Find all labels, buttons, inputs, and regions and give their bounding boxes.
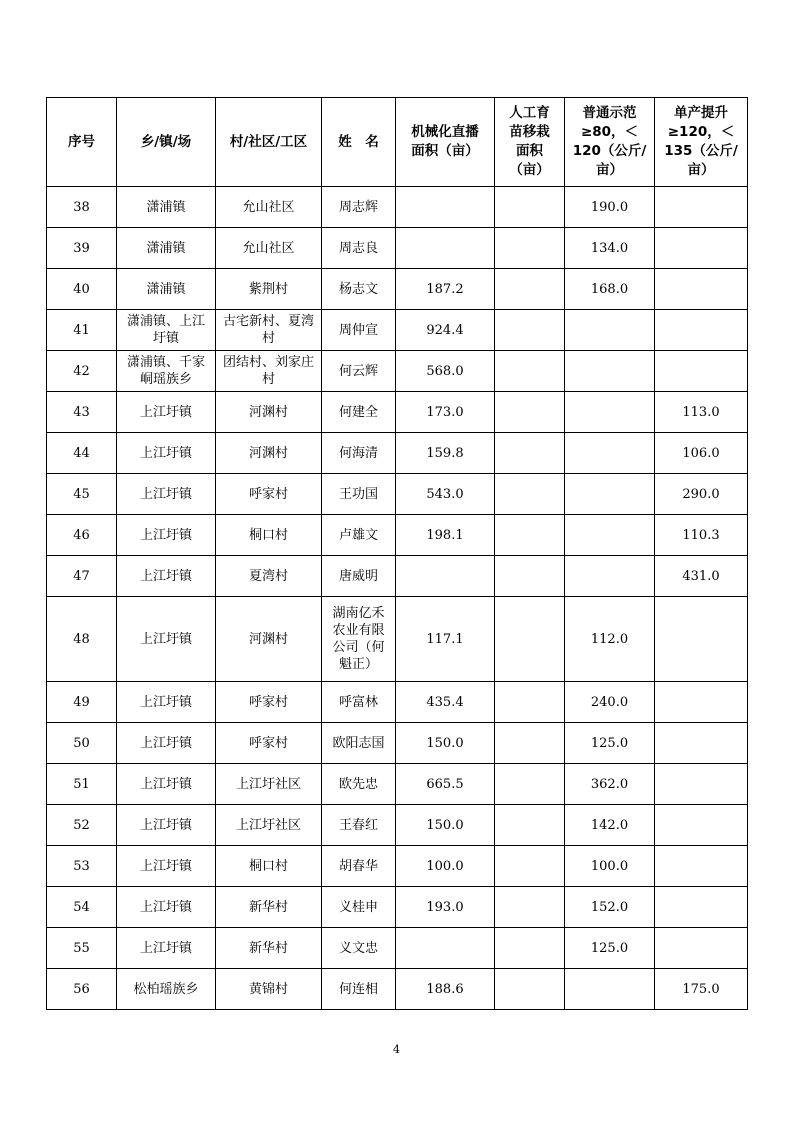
row-yield-boost — [655, 928, 748, 969]
row-township: 上江圩镇 — [117, 515, 216, 556]
row-township: 上江圩镇 — [117, 556, 216, 597]
row-name: 周仲宣 — [322, 310, 396, 351]
row-village: 新华村 — [216, 887, 322, 928]
table-row — [47, 556, 748, 597]
row-township: 潇浦镇 — [117, 187, 216, 228]
row-mechanized-area — [396, 187, 495, 228]
row-mechanized-area — [396, 228, 495, 269]
row-demo-yield: 190.0 — [565, 187, 655, 228]
row-demo-yield: 125.0 — [565, 928, 655, 969]
row-name: 周志良 — [322, 228, 396, 269]
table-row — [47, 351, 748, 392]
table-row — [47, 805, 748, 846]
header-transplant-area: 人工育苗移栽面积（亩） — [495, 98, 565, 187]
row-demo-yield — [565, 474, 655, 515]
row-yield-boost — [655, 597, 748, 682]
row-demo-yield: 362.0 — [565, 764, 655, 805]
row-transplant-area — [495, 433, 565, 474]
row-index: 52 — [47, 805, 117, 846]
row-township: 上江圩镇 — [117, 433, 216, 474]
table-row — [47, 764, 748, 805]
row-village: 新华村 — [216, 928, 322, 969]
row-transplant-area — [495, 969, 565, 1010]
row-demo-yield: 112.0 — [565, 597, 655, 682]
row-transplant-area — [495, 269, 565, 310]
row-mechanized-area — [396, 928, 495, 969]
row-demo-yield: 100.0 — [565, 846, 655, 887]
row-village: 河渊村 — [216, 392, 322, 433]
row-index: 47 — [47, 556, 117, 597]
table-row — [47, 269, 748, 310]
table-row — [47, 187, 748, 228]
header-name: 姓 名 — [322, 98, 396, 187]
row-mechanized-area: 198.1 — [396, 515, 495, 556]
table-row — [47, 887, 748, 928]
row-yield-boost: 431.0 — [655, 556, 748, 597]
row-name: 湖南亿禾农业有限公司（何魁正） — [322, 597, 396, 682]
row-township: 上江圩镇 — [117, 805, 216, 846]
row-village: 河渊村 — [216, 433, 322, 474]
row-yield-boost — [655, 310, 748, 351]
row-village: 团结村、刘家庄村 — [216, 351, 322, 392]
page-number: 4 — [393, 1043, 400, 1056]
row-name: 胡春华 — [322, 846, 396, 887]
row-transplant-area — [495, 515, 565, 556]
row-yield-boost — [655, 187, 748, 228]
row-demo-yield — [565, 556, 655, 597]
row-index: 55 — [47, 928, 117, 969]
row-transplant-area — [495, 351, 565, 392]
header-index: 序号 — [47, 98, 117, 187]
row-yield-boost — [655, 846, 748, 887]
row-index: 46 — [47, 515, 117, 556]
row-demo-yield: 125.0 — [565, 723, 655, 764]
row-yield-boost — [655, 805, 748, 846]
row-village: 紫荆村 — [216, 269, 322, 310]
row-mechanized-area: 543.0 — [396, 474, 495, 515]
row-index: 56 — [47, 969, 117, 1010]
row-index: 43 — [47, 392, 117, 433]
table-row — [47, 969, 748, 1010]
row-demo-yield: 152.0 — [565, 887, 655, 928]
row-mechanized-area: 100.0 — [396, 846, 495, 887]
row-index: 50 — [47, 723, 117, 764]
row-mechanized-area: 159.8 — [396, 433, 495, 474]
row-township: 潇浦镇 — [117, 269, 216, 310]
row-township: 上江圩镇 — [117, 597, 216, 682]
row-village: 桐口村 — [216, 515, 322, 556]
row-transplant-area — [495, 928, 565, 969]
row-village: 呼家村 — [216, 474, 322, 515]
row-village: 呼家村 — [216, 723, 322, 764]
row-township: 松柏瑶族乡 — [117, 969, 216, 1010]
row-transplant-area — [495, 597, 565, 682]
row-township: 潇浦镇 — [117, 228, 216, 269]
row-demo-yield — [565, 433, 655, 474]
row-mechanized-area: 187.2 — [396, 269, 495, 310]
row-mechanized-area: 173.0 — [396, 392, 495, 433]
row-mechanized-area: 665.5 — [396, 764, 495, 805]
header-yield-boost: 单产提升≥120，＜135（公斤/亩） — [655, 98, 748, 187]
row-name: 欧先忠 — [322, 764, 396, 805]
row-name: 杨志文 — [322, 269, 396, 310]
row-village: 上江圩社区 — [216, 805, 322, 846]
row-mechanized-area: 568.0 — [396, 351, 495, 392]
row-index: 54 — [47, 887, 117, 928]
row-transplant-area — [495, 310, 565, 351]
row-demo-yield — [565, 392, 655, 433]
row-index: 41 — [47, 310, 117, 351]
row-name: 何连相 — [322, 969, 396, 1010]
row-village: 允山社区 — [216, 187, 322, 228]
row-village: 桐口村 — [216, 846, 322, 887]
row-demo-yield: 134.0 — [565, 228, 655, 269]
row-village: 夏湾村 — [216, 556, 322, 597]
table-row — [47, 228, 748, 269]
row-demo-yield — [565, 515, 655, 556]
row-mechanized-area: 188.6 — [396, 969, 495, 1010]
row-index: 49 — [47, 682, 117, 723]
row-demo-yield — [565, 310, 655, 351]
header-township: 乡/镇/场 — [117, 98, 216, 187]
row-yield-boost — [655, 228, 748, 269]
row-township: 潇浦镇、千家峒瑶族乡 — [117, 351, 216, 392]
row-transplant-area — [495, 556, 565, 597]
row-village: 古宅新村、夏湾村 — [216, 310, 322, 351]
header-village: 村/社区/工区 — [216, 98, 322, 187]
table-row — [47, 846, 748, 887]
row-name: 何海清 — [322, 433, 396, 474]
row-name: 王功国 — [322, 474, 396, 515]
row-township: 上江圩镇 — [117, 474, 216, 515]
row-name: 王春红 — [322, 805, 396, 846]
row-transplant-area — [495, 723, 565, 764]
row-township: 上江圩镇 — [117, 682, 216, 723]
row-mechanized-area: 117.1 — [396, 597, 495, 682]
row-name: 欧阳志国 — [322, 723, 396, 764]
row-yield-boost: 113.0 — [655, 392, 748, 433]
table-row — [47, 310, 748, 351]
row-yield-boost: 175.0 — [655, 969, 748, 1010]
row-transplant-area — [495, 474, 565, 515]
row-transplant-area — [495, 805, 565, 846]
table-row — [47, 433, 748, 474]
row-village: 黄锦村 — [216, 969, 322, 1010]
row-township: 上江圩镇 — [117, 846, 216, 887]
row-transplant-area — [495, 392, 565, 433]
table-body — [47, 187, 748, 1010]
row-name: 呼富林 — [322, 682, 396, 723]
row-demo-yield: 240.0 — [565, 682, 655, 723]
header-row — [47, 98, 748, 187]
table-row — [47, 474, 748, 515]
header-demo-yield: 普通示范≥80，＜120（公斤/亩） — [565, 98, 655, 187]
row-village: 河渊村 — [216, 597, 322, 682]
row-yield-boost — [655, 764, 748, 805]
table-row — [47, 597, 748, 682]
row-yield-boost: 290.0 — [655, 474, 748, 515]
data-table — [46, 97, 748, 1010]
row-yield-boost: 106.0 — [655, 433, 748, 474]
row-township: 上江圩镇 — [117, 764, 216, 805]
row-mechanized-area: 193.0 — [396, 887, 495, 928]
table-row — [47, 928, 748, 969]
row-township: 上江圩镇 — [117, 723, 216, 764]
row-yield-boost — [655, 887, 748, 928]
row-mechanized-area: 435.4 — [396, 682, 495, 723]
row-demo-yield: 142.0 — [565, 805, 655, 846]
row-index: 48 — [47, 597, 117, 682]
row-name: 卢雄文 — [322, 515, 396, 556]
row-name: 周志辉 — [322, 187, 396, 228]
row-mechanized-area: 924.4 — [396, 310, 495, 351]
row-index: 42 — [47, 351, 117, 392]
row-index: 51 — [47, 764, 117, 805]
row-transplant-area — [495, 228, 565, 269]
header-mechanized-area: 机械化直播面积（亩） — [396, 98, 495, 187]
row-name: 何云辉 — [322, 351, 396, 392]
row-yield-boost — [655, 351, 748, 392]
row-name: 何建全 — [322, 392, 396, 433]
row-transplant-area — [495, 764, 565, 805]
row-township: 上江圩镇 — [117, 928, 216, 969]
row-demo-yield — [565, 351, 655, 392]
table-row — [47, 723, 748, 764]
row-yield-boost — [655, 682, 748, 723]
row-name: 唐威明 — [322, 556, 396, 597]
row-village: 呼家村 — [216, 682, 322, 723]
row-yield-boost — [655, 269, 748, 310]
row-index: 53 — [47, 846, 117, 887]
row-village: 上江圩社区 — [216, 764, 322, 805]
row-mechanized-area — [396, 556, 495, 597]
row-transplant-area — [495, 682, 565, 723]
row-transplant-area — [495, 887, 565, 928]
row-mechanized-area: 150.0 — [396, 723, 495, 764]
row-index: 40 — [47, 269, 117, 310]
row-index: 38 — [47, 187, 117, 228]
row-yield-boost — [655, 723, 748, 764]
row-name: 义文忠 — [322, 928, 396, 969]
row-transplant-area — [495, 846, 565, 887]
row-index: 45 — [47, 474, 117, 515]
row-yield-boost: 110.3 — [655, 515, 748, 556]
row-index: 44 — [47, 433, 117, 474]
row-township: 潇浦镇、上江圩镇 — [117, 310, 216, 351]
table-row — [47, 392, 748, 433]
table-row — [47, 682, 748, 723]
row-demo-yield — [565, 969, 655, 1010]
row-township: 上江圩镇 — [117, 887, 216, 928]
row-township: 上江圩镇 — [117, 392, 216, 433]
row-transplant-area — [495, 187, 565, 228]
table-row — [47, 515, 748, 556]
row-index: 39 — [47, 228, 117, 269]
row-mechanized-area: 150.0 — [396, 805, 495, 846]
row-village: 允山社区 — [216, 228, 322, 269]
row-demo-yield: 168.0 — [565, 269, 655, 310]
row-name: 义桂申 — [322, 887, 396, 928]
